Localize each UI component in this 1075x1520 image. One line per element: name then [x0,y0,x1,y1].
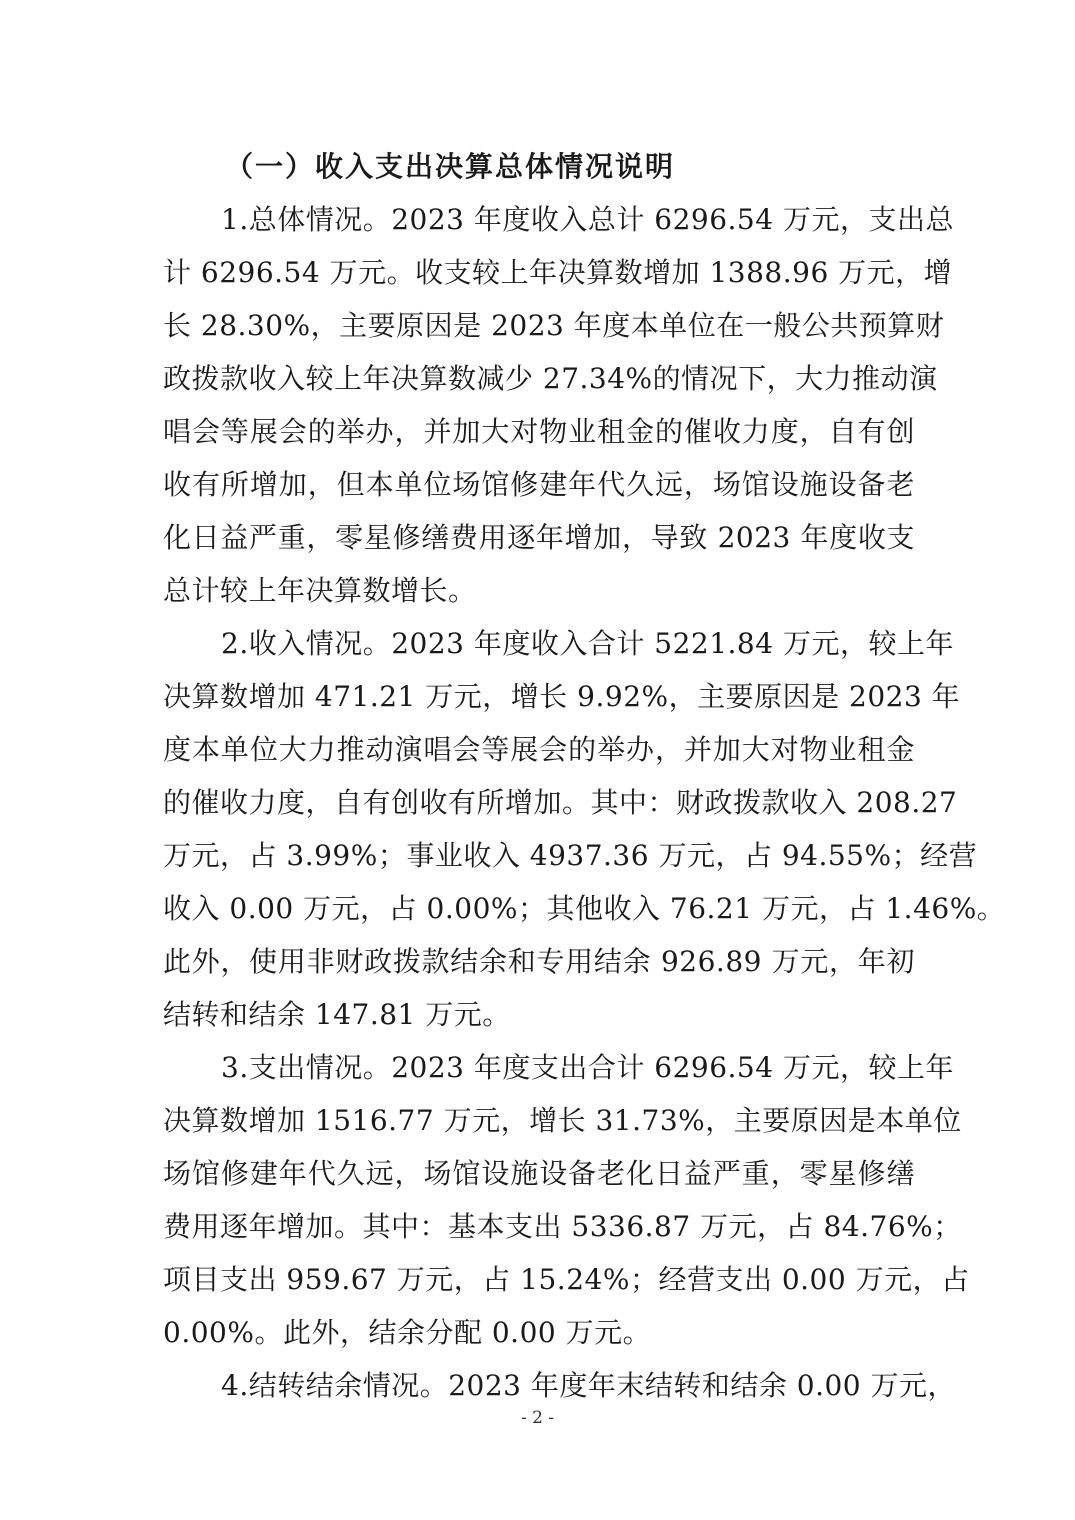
paragraph-line: 2.收入情况。2023 年度收入合计 5221.84 万元，较上年 [221,627,954,660]
paragraph-line: 0.00%。此外，结余分配 0.00 万元。 [163,1316,652,1349]
section-heading: （一）收入支出决算总体情况说明 [225,150,676,183]
paragraph-line: 4.结转结余情况。2023 年度年末结转和结余 0.00 万元， [221,1369,957,1402]
paragraph-line: 1.总体情况。2023 年度收入总计 6296.54 万元，支出总 [221,203,954,236]
paragraph-line: 收有所增加，但本单位场馆修建年代久远，场馆设施设备老 [163,468,915,501]
paragraph-line: 长 28.30%，主要原因是 2023 年度本单位在一般公共预算财 [163,309,945,342]
paragraph-line: 收入 0.00 万元，占 0.00%；其他收入 76.21 万元，占 1.46%。 [163,892,1006,925]
paragraph-line: 决算数增加 1516.77 万元，增长 31.73%，主要原因是本单位 [163,1104,962,1137]
paragraph-line: 结转和结余 147.81 万元。 [163,998,511,1031]
paragraph-carryover [163,1359,957,1412]
paragraph-line: 万元，占 3.99%；事业收入 4937.36 万元，占 94.55%；经营 [163,839,978,872]
paragraph-line: 决算数增加 471.21 万元，增长 9.92%，主要原因是 2023 年 [163,680,961,713]
paragraph-overall [163,193,954,617]
paragraph-line: 度本单位大力推动演唱会等展会的举办，并加大对物业租金 [163,733,915,766]
paragraph-line: 此外，使用非财政拨款结余和专用结余 926.89 万元，年初 [163,945,915,978]
paragraph-line: 的催收力度，自有创收有所增加。其中：财政拨款收入 208.27 [163,786,958,819]
paragraph-line: 政拨款收入较上年决算数减少 27.34%的情况下，大力推动演 [163,362,938,395]
paragraph-line: 项目支出 959.67 万元，占 15.24%；经营支出 0.00 万元，占 [163,1263,970,1296]
paragraph-line: 3.支出情况。2023 年度支出合计 6296.54 万元，较上年 [221,1051,954,1084]
paragraph-expenditure [163,1041,970,1359]
document-page [163,140,1006,1412]
paragraph-line: 唱会等展会的举办，并加大对物业租金的催收力度，自有创 [163,415,915,448]
paragraph-line: 计 6296.54 万元。收支较上年决算数增加 1388.96 万元，增 [163,256,953,289]
paragraph-income [163,617,1006,1041]
paragraph-line: 总计较上年决算数增长。 [163,574,477,607]
paragraph-line: 化日益严重，零星修缮费用逐年增加，导致 2023 年度收支 [163,521,915,554]
page-number: - 2 - [520,1408,555,1428]
paragraph-line: 费用逐年增加。其中：基本支出 5336.87 万元，占 84.76%； [163,1210,962,1243]
paragraph-line: 场馆修建年代久远，场馆设施设备老化日益严重，零星修缮 [163,1157,915,1190]
